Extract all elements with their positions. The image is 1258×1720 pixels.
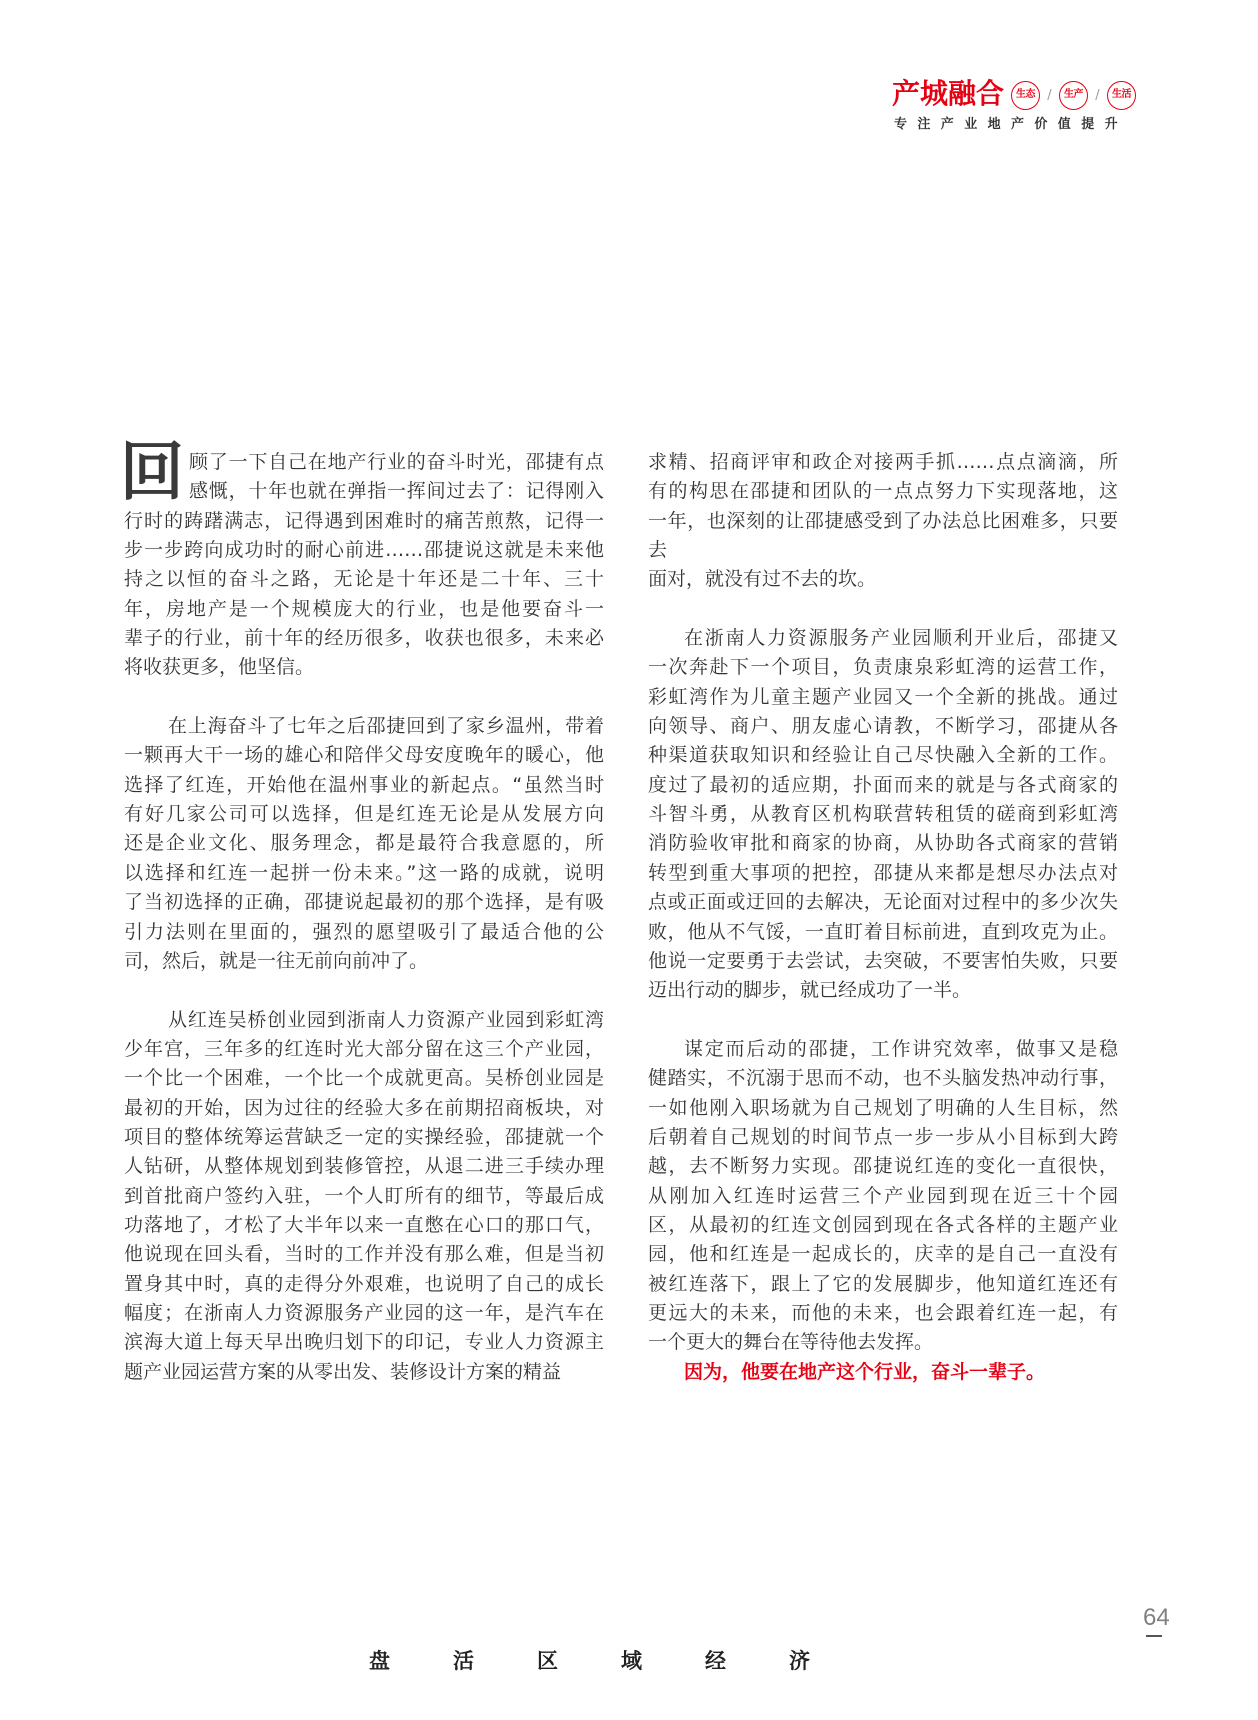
text-line: 将收获更多，他坚信。: [124, 656, 315, 679]
text-line: 点或正面或迂回的去解决，无论面对过程中的多少次失: [648, 891, 1118, 914]
left-column: [120, 436, 604, 1387]
text-line: 健踏实，不沉溺于思而不动，也不头脑发热冲动行事，: [648, 1067, 1118, 1090]
text-line: 从刚加入红连时运营三个产业园到现在近三十个园: [648, 1184, 1118, 1207]
text-line: 谋定而后动的邵捷，工作讲究效率，做事又是稳: [684, 1037, 1118, 1060]
text-line: 被红连落下，跟上了它的发展脚步，他知道红连还有: [648, 1272, 1118, 1295]
text-line: 感慨，十年也就在弹指一挥间过去了：记得刚入: [189, 480, 604, 503]
section-title: 产城融合: [892, 77, 1005, 110]
text-line: 以选择和红连一起拼一份未来。”这一路的成就，说明: [124, 861, 604, 884]
text-line: 人钻研，从整体规划到装修管控，从退二进三手续办理: [124, 1155, 604, 1178]
text-line: 迈出行动的脚步，就已经成功了一半。: [648, 979, 972, 1002]
paragraph: [648, 624, 1118, 1005]
circle-badge-living: 生活: [1107, 81, 1136, 110]
text-line: 更远大的未来，而他的未来，也会跟着红连一起，有: [648, 1301, 1118, 1324]
text-line: 一年，也深刻的让邵捷感受到了办法总比困难多，只要去: [648, 509, 1118, 562]
text-line: 到首批商户签约入驻，一个人盯所有的细节，等最后成: [124, 1184, 604, 1207]
text-line: 他说现在回头看，当时的工作并没有那么难，但是当初: [124, 1243, 604, 1266]
text-line: 还是企业文化、服务理念，都是最符合我意愿的，所: [124, 832, 604, 855]
text-line: 有好几家公司可以选择，但是红连无论是从发展方向: [124, 803, 604, 826]
text-line: 少年宫，三年多的红连时光大部分留在这三个产业园，: [124, 1037, 604, 1060]
page-number: 64: [1143, 1604, 1170, 1631]
circle-badge-ecology: 生态: [1011, 81, 1040, 110]
text-line: 年，房地产是一个规模庞大的行业，也是他要奋斗一: [124, 597, 604, 620]
text-line: 他说一定要勇于去尝试，去突破，不要害怕失败，只要: [648, 949, 1118, 972]
text-line: 选择了红连，开始他在温州事业的新起点。“虽然当时: [124, 773, 604, 796]
text-line: 司，然后，就是一往无前向前冲了。: [124, 949, 429, 972]
page-number-underline: [1146, 1635, 1162, 1637]
text-line: 有的构思在邵捷和团队的一点点努力下实现落地，这: [648, 480, 1118, 503]
text-line: 项目的整体统筹运营缺乏一定的实操经验，邵捷就一个: [124, 1125, 604, 1148]
paragraph: [124, 1006, 604, 1387]
circle-badge-production: 生产: [1059, 81, 1088, 110]
text-line: 面对，就没有过不去的坎。: [648, 568, 877, 591]
text-line: 斗智斗勇，从教育区机构联营转租赁的磋商到彩虹湾: [648, 803, 1118, 826]
text-line: 功落地了，才松了大半年以来一直憋在心口的那口气，: [124, 1213, 604, 1236]
text-line: 彩虹湾作为儿童主题产业园又一个全新的挑战。通过: [648, 685, 1118, 708]
paragraph: [648, 448, 1118, 595]
badge-separator: /: [1095, 87, 1100, 103]
text-line: 一个更大的舞台在等待他去发挥。: [648, 1331, 934, 1354]
text-line: 园，他和红连是一起成长的，庆幸的是自己一直没有: [648, 1243, 1118, 1266]
section-subtitle: 专注产业地产价值提升: [894, 117, 1129, 132]
badge-separator: /: [1047, 87, 1052, 103]
text-line: 一次奔赴下一个项目，负责康泉彩虹湾的运营工作，: [648, 656, 1118, 679]
text-line: 越，去不断努力实现。邵捷说红连的变化一直很快，: [648, 1155, 1118, 1178]
text-line: 败，他从不气馁，一直盯着目标前进，直到攻克为止。: [648, 920, 1118, 943]
text-line: 后朝着自己规划的时间节点一步一步从小目标到大跨: [648, 1125, 1118, 1148]
text-line: 在浙南人力资源服务产业园顺利开业后，邵捷又: [684, 627, 1118, 650]
text-line: 区，从最初的红连文创园到现在各式各样的主题产业: [648, 1213, 1118, 1236]
text-line: 辈子的行业，前十年的经历很多，收获也很多，未来必: [124, 627, 604, 650]
text-line: 持之以恒的奋斗之路，无论是十年还是二十年、三十: [124, 568, 604, 591]
text-line: 一如他刚入职场就为自己规划了明确的人生目标，然: [648, 1096, 1118, 1119]
text-line: 消防验收审批和商家的协商，从协助各式商家的营销: [648, 832, 1118, 855]
paragraph: [124, 712, 604, 976]
closing-statement: 因为，他要在地产这个行业，奋斗一辈子。: [684, 1360, 1046, 1383]
footer-section-name: 盘活区域经济: [369, 1649, 873, 1673]
text-line: 置身其中时，真的走得分外艰难，也说明了自己的成长: [124, 1272, 604, 1295]
text-line: 度过了最初的适应期，扑面而来的就是与各式商家的: [648, 773, 1118, 796]
text-line: 种渠道获取知识和经验让自己尽快融入全新的工作。: [648, 744, 1118, 767]
paragraph: [648, 1035, 1118, 1358]
text-line: 向领导、商户、朋友虚心请教，不断学习，邵捷从各: [648, 715, 1118, 738]
text-line: 行时的踌躇满志，记得遇到困难时的痛苦煎熬，记得一: [124, 509, 604, 532]
text-line: 了当初选择的正确，邵捷说起最初的那个选择，是有吸: [124, 891, 604, 914]
drop-cap: 回: [120, 436, 184, 510]
text-line: 最初的开始，因为过往的经验大多在前期招商板块，对: [124, 1096, 604, 1119]
text-line: 在上海奋斗了七年之后邵捷回到了家乡温州，带着: [168, 715, 604, 738]
text-line: 从红连吴桥创业园到浙南人力资源产业园到彩虹湾: [168, 1008, 604, 1031]
text-line: 转型到重大事项的把控，邵捷从来都是想尽办法点对: [648, 861, 1118, 884]
theme-badges: [1011, 80, 1136, 110]
text-line: 一颗再大干一场的雄心和陪伴父母安度晚年的暖心，他: [124, 744, 604, 767]
text-line: 求精、招商评审和政企对接两手抓……点点滴滴，所: [648, 451, 1118, 473]
text-line: 一个比一个困难，一个比一个成就更高。吴桥创业园是: [124, 1067, 604, 1090]
text-line: 步一步跨向成功时的耐心前进……邵捷说这就是未来他: [124, 539, 604, 562]
paragraph: [120, 436, 604, 683]
text-line: 引力法则在里面的，强烈的愿望吸引了最适合他的公: [124, 920, 604, 943]
text-line: 题产业园运营方案的从零出发、装修设计方案的精益: [124, 1360, 562, 1383]
text-line: 顾了一下自己在地产行业的奋斗时光，邵捷有点: [189, 451, 604, 473]
right-column: [648, 448, 1118, 1387]
text-line: 滨海大道上每天早出晚归划下的印记，专业人力资源主: [124, 1331, 604, 1354]
text-line: 幅度；在浙南人力资源服务产业园的这一年，是汽车在: [124, 1301, 604, 1324]
